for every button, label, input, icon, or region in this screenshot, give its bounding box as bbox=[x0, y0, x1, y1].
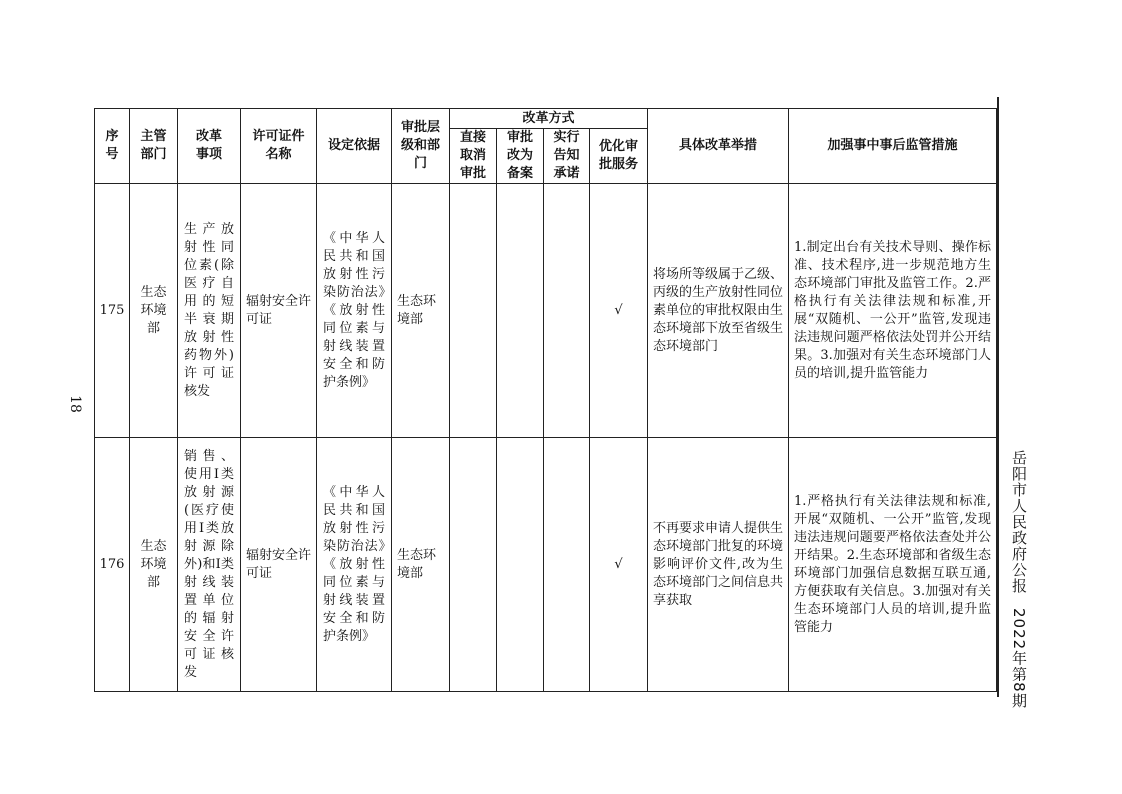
header-supervision: 加强事中事后监管措施 bbox=[789, 109, 997, 184]
cell-dept: 生态环境部 bbox=[130, 438, 178, 692]
cell-measures: 将场所等级属于乙级、丙级的生产放射性同位素单位的审批权限由生态环境部下放至省级生态环境部门 bbox=[648, 184, 789, 438]
cell-item: 销售、使用Ⅰ类放射源(医疗使用Ⅰ类放射源除外)和Ⅰ类射线装置单位的辐射安全许可证核发 bbox=[178, 438, 241, 692]
cell-supervision: 1.制定出台有关技术导则、操作标准、技术程序,进一步规范地方生态环境部门审批及监管工作。2.严格执行有关法律法规和标准,开展“双随机、一公开”监管,发现违法违规问题严格依法处罚并公开结果。3.加强对有关生态环境部门人员的培训,提升监管能力 bbox=[789, 184, 997, 438]
header-basis: 设定依据 bbox=[317, 109, 392, 184]
header-reform-group: 改革方式 bbox=[450, 109, 648, 129]
cell-notify bbox=[544, 438, 590, 692]
page-number: 18 bbox=[66, 395, 83, 413]
cell-dept: 生态环境部 bbox=[130, 184, 178, 438]
cell-direct bbox=[450, 438, 497, 692]
cell-level: 生态环境部 bbox=[392, 438, 450, 692]
cell-filing bbox=[497, 184, 544, 438]
cell-optimize: √ bbox=[590, 438, 648, 692]
header-optimize: 优化审批服务 bbox=[590, 129, 648, 184]
cell-supervision: 1.严格执行有关法律法规和标准,开展“双随机、一公开”监管,发现违法违规问题要严格依法查处并公开结果。2.生态环境部和省级生态环境部门加强信息数据互联互通,方便获取有关信息。3.加强对有关生态环境部门人员的培训,提升监管能力 bbox=[789, 438, 997, 692]
header-seq: 序号 bbox=[95, 109, 130, 184]
margin-rule bbox=[997, 97, 999, 697]
header-filing: 审批改为备案 bbox=[497, 129, 544, 184]
cell-license: 辐射安全许可证 bbox=[241, 184, 317, 438]
cell-basis: 《中华人民共和国放射性污染防治法》《放射性同位素与射线装置安全和防护条例》 bbox=[317, 438, 392, 692]
header-measures: 具体改革举措 bbox=[648, 109, 789, 184]
cell-notify bbox=[544, 184, 590, 438]
header-license: 许可证件名称 bbox=[241, 109, 317, 184]
cell-level: 生态环境部 bbox=[392, 184, 450, 438]
cell-measures: 不再要求申请人提供生态环境部门批复的环境影响评价文件,改为生态环境部门之间信息共享获取 bbox=[648, 438, 789, 692]
header-item: 改革事项 bbox=[178, 109, 241, 184]
table-row bbox=[95, 184, 997, 438]
cell-filing bbox=[497, 438, 544, 692]
journal-issue: 2022年第8期 bbox=[1010, 608, 1028, 709]
reform-table bbox=[94, 108, 997, 692]
header-notify: 实行告知承诺 bbox=[544, 129, 590, 184]
header-direct: 直接取消审批 bbox=[450, 129, 497, 184]
journal-name: 岳阳市人民政府公报 bbox=[1010, 450, 1028, 594]
cell-direct bbox=[450, 184, 497, 438]
cell-optimize: √ bbox=[590, 184, 648, 438]
cell-item: 生产放射性同位素(除医疗自用的短半衰期放射性药物外)许可证核发 bbox=[178, 184, 241, 438]
journal-header bbox=[1006, 450, 1030, 709]
cell-basis: 《中华人民共和国放射性污染防治法》《放射性同位素与射线装置安全和防护条例》 bbox=[317, 184, 392, 438]
header-dept: 主管部门 bbox=[130, 109, 178, 184]
header-level: 审批层级和部门 bbox=[392, 109, 450, 184]
cell-seq: 176 bbox=[95, 438, 130, 692]
table-row bbox=[95, 438, 997, 692]
cell-seq: 175 bbox=[95, 184, 130, 438]
cell-license: 辐射安全许可证 bbox=[241, 438, 317, 692]
